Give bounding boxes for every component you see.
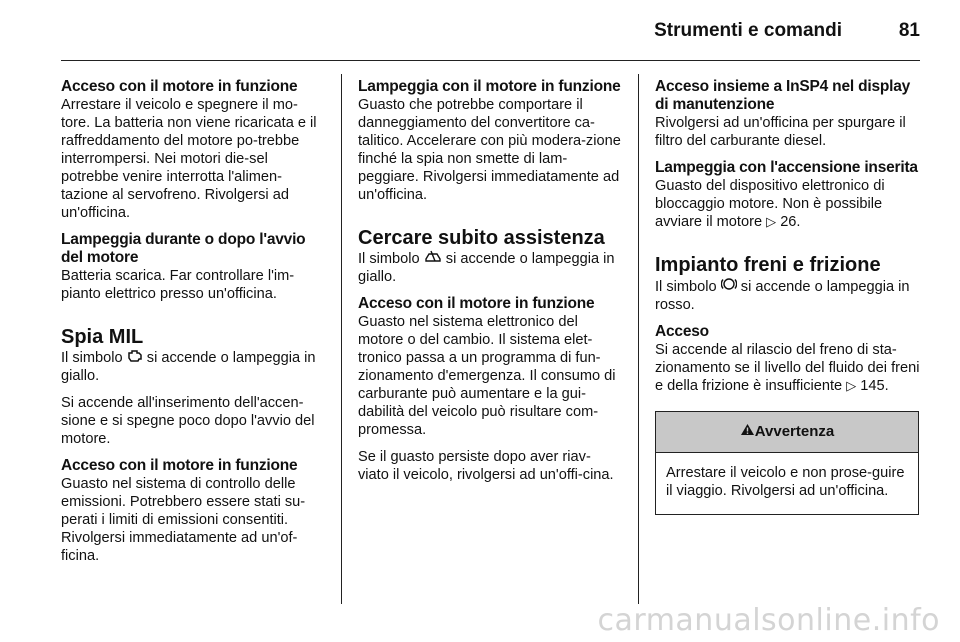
text-fragment: si accende o lampeggia in giallo. (358, 251, 615, 285)
page-section-title: Strumenti e comandi (654, 20, 842, 41)
warning-body: Arrestare il veicolo e non prose-guire il viaggio. Rivolgersi ad un'officina. (666, 465, 905, 499)
section-heading: Spia MIL (61, 326, 144, 348)
paragraph (655, 177, 920, 231)
paragraph: Guasto nel sistema di controllo delle emissioni. Potrebbero essere stati su-perati i limiti di emissioni consentiti. Rivolgersi immediatamente ad un'of-ficina. (61, 476, 306, 564)
page-reference: 26. (780, 214, 801, 230)
column-right (655, 78, 920, 515)
page-header (0, 0, 960, 60)
reference-arrow-icon: ▷ (846, 378, 857, 393)
subheading: Acceso con il motore in funzione (61, 457, 298, 474)
warning-box (655, 411, 919, 515)
subheading: Acceso (655, 323, 709, 340)
page-number: 81 (898, 20, 920, 41)
paragraph (358, 250, 621, 286)
paragraph: Se il guasto persiste dopo aver riav-viato il veicolo, rivolgersi ad un'offi-cina. (358, 449, 614, 483)
text-fragment: Il simbolo (61, 350, 123, 366)
page-reference: 145. (860, 378, 889, 394)
subheading: Acceso insieme a InSP4 nel display di manutenzione (655, 78, 911, 113)
wrench-car-icon (424, 250, 442, 268)
paragraph (61, 349, 324, 385)
text-fragment: Guasto del dispositivo elettronico di bloccaggio motore. Non è possibile avviare il motore (655, 178, 885, 230)
paragraph: Rivolgersi ad un'officina per spurgare il filtro del carburante diesel. (655, 115, 906, 149)
header-divider (61, 60, 920, 61)
column-middle (358, 78, 621, 484)
warning-title: Avvertenza (754, 423, 835, 440)
engine-check-icon (127, 349, 143, 367)
column-left (61, 78, 324, 565)
text-fragment: si accende o lampeggia in giallo. (61, 350, 316, 384)
column-divider (341, 74, 342, 604)
brake-warning-icon (721, 277, 737, 296)
paragraph: Batteria scarica. Far controllare l'im-pianto elettrico presso un'officina. (61, 268, 295, 302)
paragraph: Arrestare il veicolo e spegnere il mo-tore. La batteria non viene ricaricata e il raffreddamento del motore po-trebbe interrompersi. Nei motori die-sel potrebbe venire interrotta l'alimen-tazione al servofreno. Rivolgersi ad un'officina. (61, 97, 317, 221)
subheading: Lampeggia con l'accensione inserita (655, 159, 918, 176)
subheading: Lampeggia con il motore in funzione (358, 78, 621, 95)
paragraph: Si accende all'inserimento dell'accen-sione e si spegne poco dopo l'avvio del motore. (61, 395, 315, 447)
text-fragment: Si accende al rilascio del freno di sta-zionamento se il livello del fluido dei freni e della frizione è insufficiente (655, 342, 920, 394)
section-heading: Cercare subito assistenza (358, 227, 605, 249)
text-fragment: Il simbolo (358, 251, 420, 267)
subheading: Acceso con il motore in funzione (358, 295, 595, 312)
watermark: carmanualsonline.info (597, 603, 940, 638)
column-divider (638, 74, 639, 604)
subheading: Lampeggia durante o dopo l'avvio del motore (61, 231, 306, 266)
paragraph: Guasto che potrebbe comportare il danneggiamento del convertitore ca-talitico. Accelerare con più modera-zione finché la spia non smette di lam-peggiare. Rivolgersi immediatamente ad un'officina. (358, 97, 621, 203)
paragraph (655, 341, 920, 395)
warning-triangle-icon (740, 423, 755, 441)
warning-header (656, 412, 918, 453)
section-heading: Impianto freni e frizione (655, 254, 881, 276)
subheading: Acceso con il motore in funzione (61, 78, 298, 95)
text-fragment: Il simbolo (655, 279, 717, 295)
paragraph: Guasto nel sistema elettronico del motore o del cambio. Il sistema elet-tronico passa a un programma di fun-zionamento d'emergenza. Il consumo di carburante può aumentare e la gui-dabilità del veicolo può risultare com-promessa. (358, 314, 616, 438)
paragraph (655, 277, 920, 314)
reference-arrow-icon: ▷ (766, 214, 777, 229)
text-fragment: si accende o lampeggia in rosso. (655, 279, 910, 313)
